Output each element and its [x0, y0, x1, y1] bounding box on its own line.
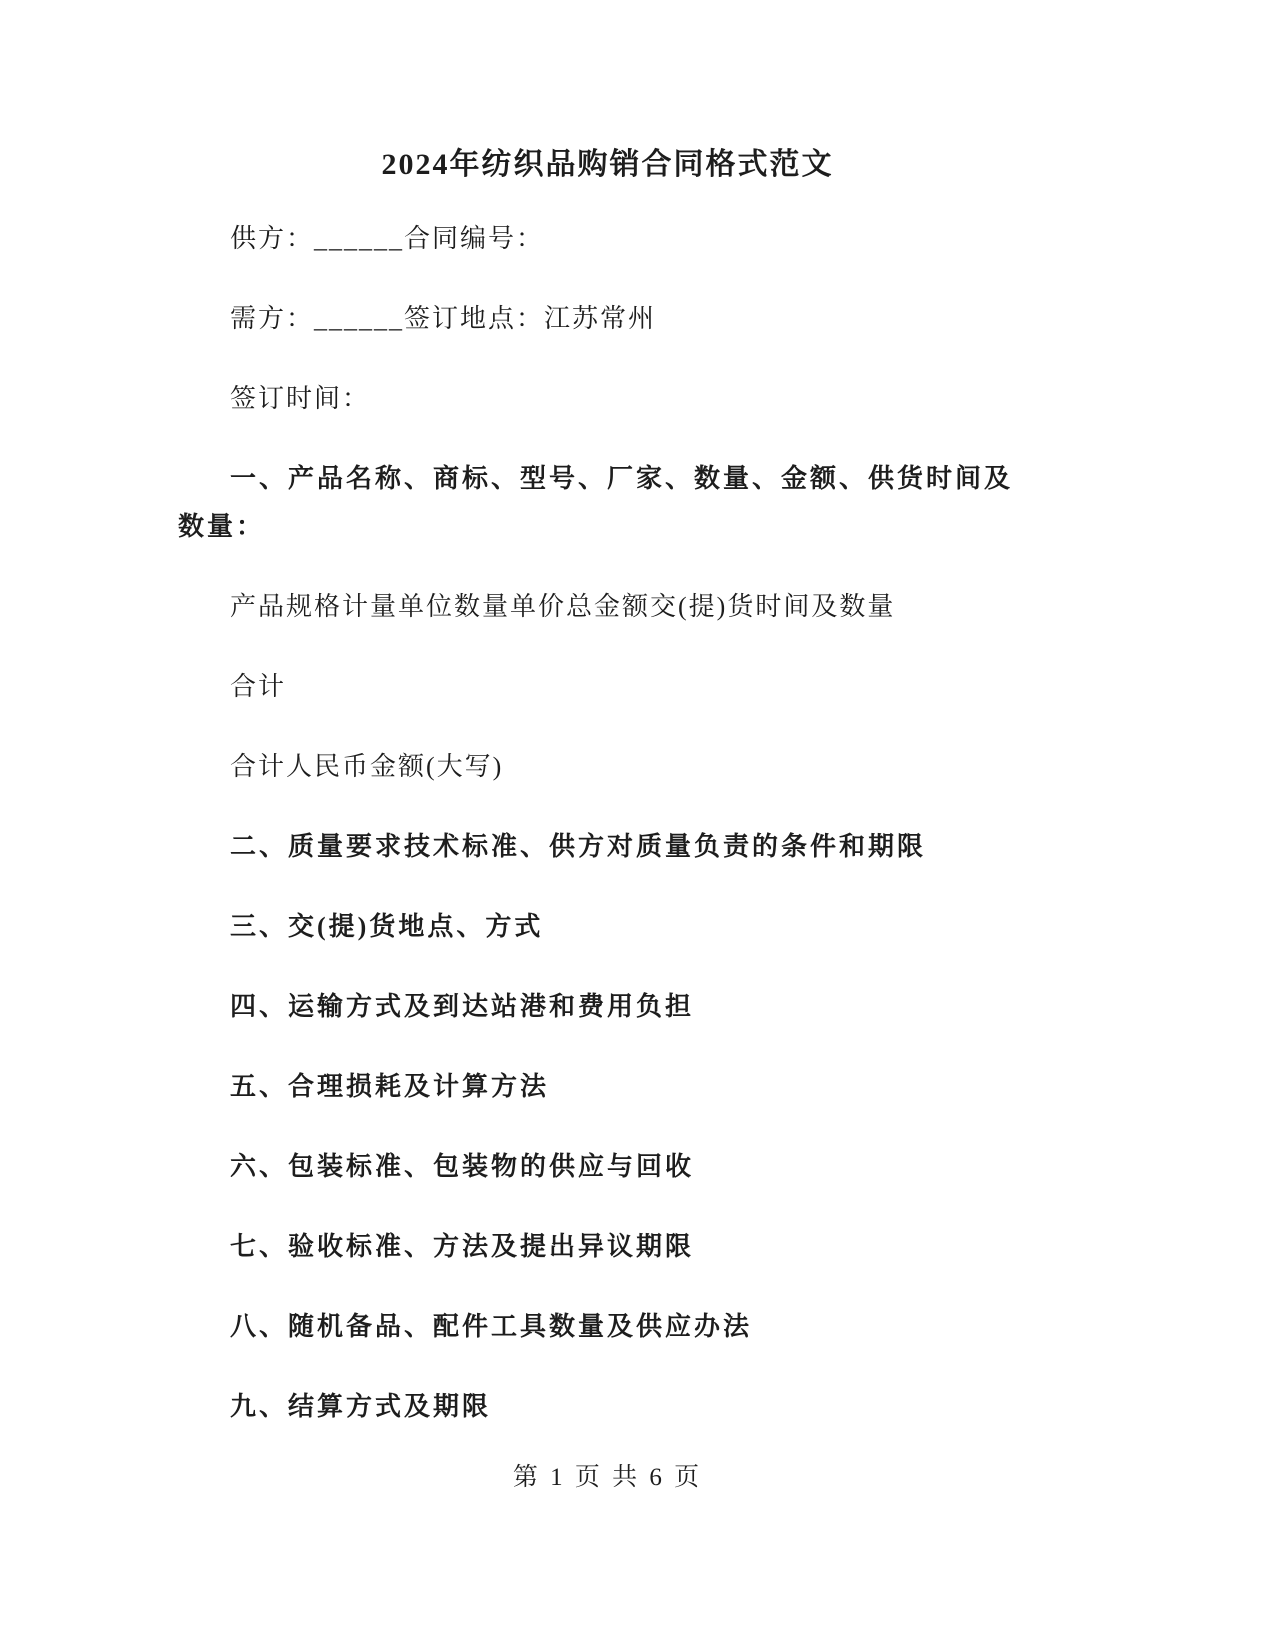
line-total-rmb-amount: 合计人民币金额(大写) — [230, 752, 504, 781]
page-number-footer: 第 1 页 共 6 页 — [512, 1464, 703, 1491]
line-signing-time: 签订时间： — [230, 384, 371, 413]
line-buyer-signing-place: 需方：______签订地点：江苏常州 — [230, 304, 657, 333]
section-5-heading: 五、合理损耗及计算方法 — [230, 1072, 550, 1101]
section-1-heading: 一、产品名称、商标、型号、厂家、数量、金额、供货时间及数量： — [178, 464, 1014, 541]
section-3-heading: 三、交(提)货地点、方式 — [230, 912, 544, 941]
section-6-heading: 六、包装标准、包装物的供应与回收 — [230, 1152, 695, 1181]
document-title: 2024年纺织品购销合同格式范文 — [381, 148, 834, 181]
section-8-heading: 八、随机备品、配件工具数量及供应办法 — [230, 1312, 753, 1341]
section-9-heading: 九、结算方式及期限 — [230, 1392, 492, 1421]
section-4-heading: 四、运输方式及到达站港和费用负担 — [230, 992, 695, 1021]
line-supplier-contract-number: 供方：______合同编号： — [230, 224, 545, 253]
section-2-heading: 二、质量要求技术标准、供方对质量负责的条件和期限 — [230, 832, 927, 861]
line-product-spec-header: 产品规格计量单位数量单价总金额交(提)货时间及数量 — [230, 592, 896, 621]
line-total: 合计 — [230, 672, 287, 701]
section-7-heading: 七、验收标准、方法及提出异议期限 — [230, 1232, 695, 1261]
